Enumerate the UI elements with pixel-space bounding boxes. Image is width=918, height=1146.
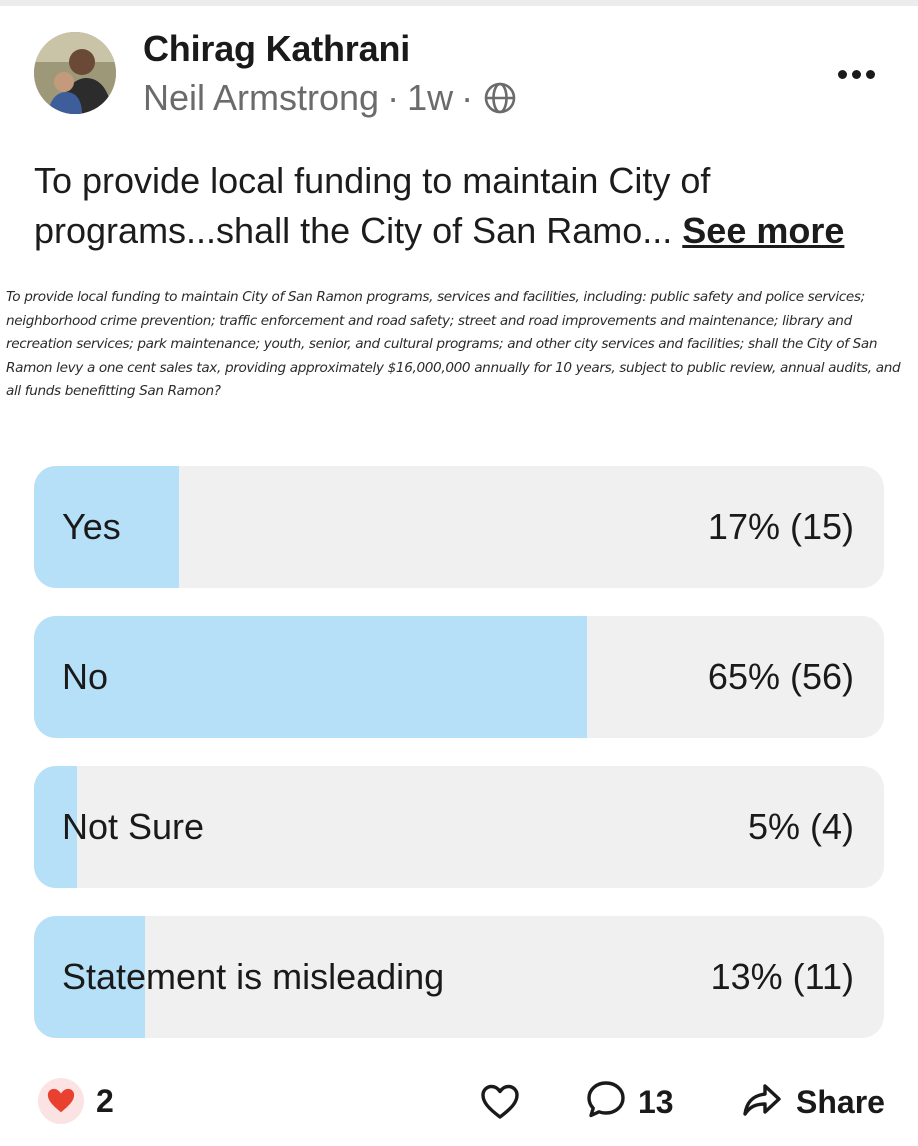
reaction-count: 2 — [96, 1082, 114, 1119]
poll-option-yes[interactable] — [34, 466, 884, 588]
post-text-body: To provide local funding to maintain City of programs...shall the City of San Ramo... — [34, 160, 711, 251]
avatar[interactable] — [34, 32, 116, 114]
poll-option-label: Statement is misleading — [62, 956, 445, 997]
poll-option-statement-misleading[interactable] — [34, 916, 884, 1038]
share-arrow-icon — [740, 1078, 784, 1127]
poll-option-label: Yes — [62, 506, 121, 547]
post-meta — [143, 76, 517, 120]
post-header — [0, 18, 918, 128]
comment-button[interactable] — [584, 1078, 674, 1127]
poll-option-fill — [34, 616, 587, 738]
poll-option-result: 17% (15) — [707, 506, 854, 547]
heart-icon — [38, 1078, 84, 1124]
poll-option-result: 65% (56) — [707, 656, 854, 697]
poll — [34, 466, 884, 1066]
avatar-photo — [34, 32, 116, 114]
poll-option-not-sure[interactable] — [34, 766, 884, 888]
share-label: Share — [796, 1084, 885, 1120]
post-footer — [0, 1068, 918, 1134]
post-text — [34, 156, 884, 256]
comment-bubble-icon — [584, 1078, 628, 1127]
top-divider — [0, 0, 918, 6]
meta-separator: · — [387, 77, 400, 118]
poll-option-no[interactable] — [34, 616, 884, 738]
group-name[interactable]: Neil Armstrong — [143, 77, 380, 118]
more-options-icon[interactable] — [828, 56, 884, 92]
meta-separator: · — [461, 77, 474, 118]
see-more-link[interactable]: See more — [682, 210, 845, 251]
reaction-summary[interactable] — [38, 1078, 114, 1124]
poll-option-label: No — [62, 656, 109, 697]
heart-outline-icon[interactable] — [478, 1080, 522, 1124]
post-time[interactable]: 1w — [407, 77, 454, 118]
poll-option-label: Not Sure — [62, 806, 205, 847]
poll-option-result: 13% (11) — [710, 956, 854, 997]
globe-icon — [483, 81, 517, 115]
poll-option-result: 5% (4) — [747, 806, 854, 847]
author-name[interactable]: Chirag Kathrani — [143, 28, 411, 69]
share-button[interactable] — [740, 1078, 885, 1127]
comment-count: 13 — [638, 1084, 674, 1120]
poll-description: To provide local funding to maintain City of San Ramon programs, services and facilities, including: public safety and police services; neighborhood crime prevention; traffic enforcement and road safety; street and road improvements and maintenance; library and recreation services; park maintenance; youth, senior, and cultural programs; and other city services and facilities; shall the City of San Ramon levy a one cent sales tax, providing approximately $16,000,000 annually for 10 years, subject to public review, annual audits, and all funds benefitting San Ramon? — [6, 289, 901, 399]
